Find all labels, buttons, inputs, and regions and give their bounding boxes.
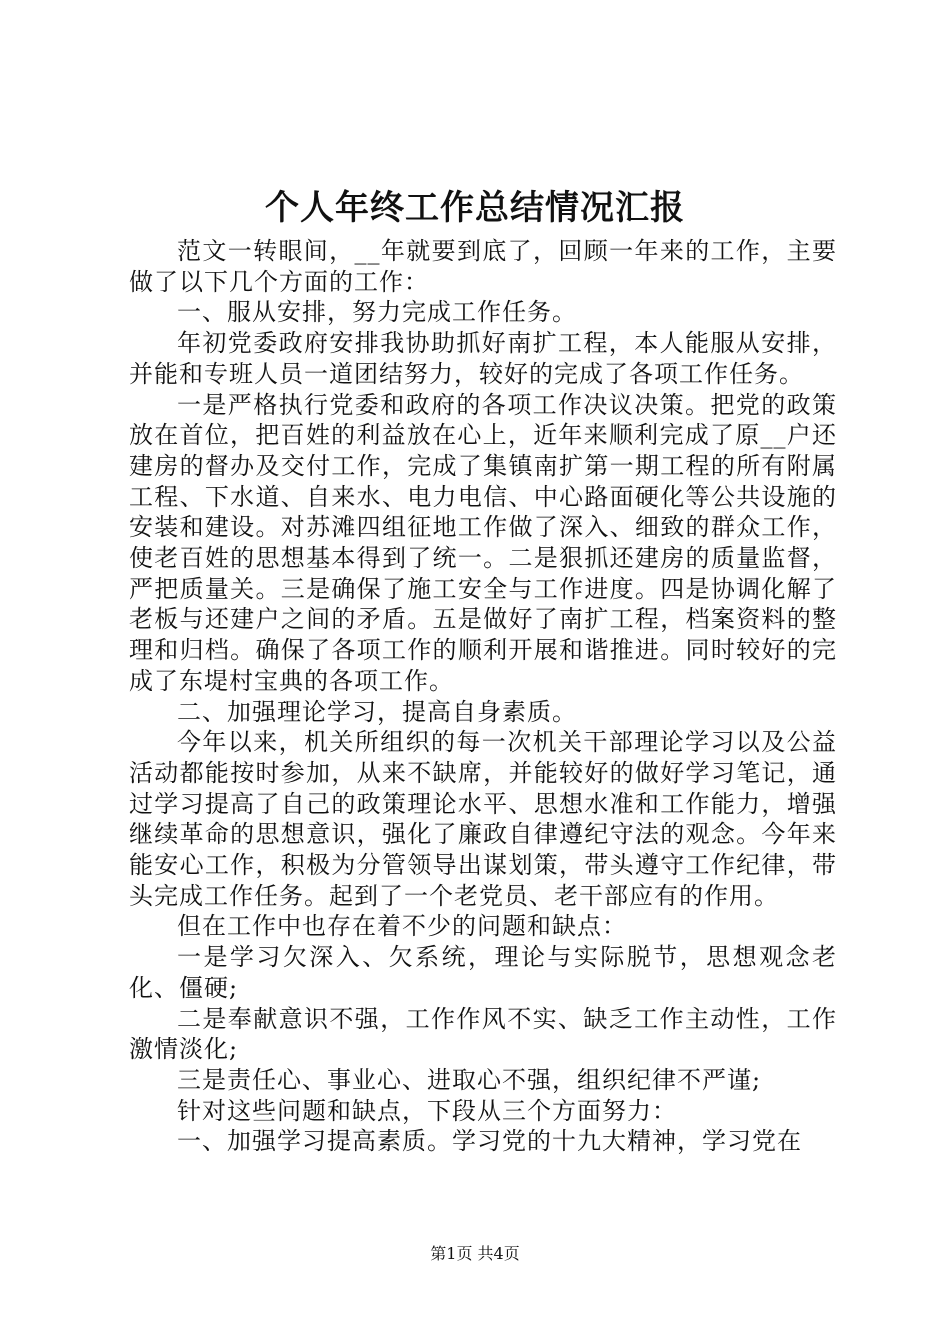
paragraph: 一、加强学习提高素质。学习党的十九大精神，学习党在 [177, 1127, 802, 1156]
paragraph: 年初党委政府安排我协助抓好南扩工程，本人能服从安排，并能和专班人员一道团结努力，较好的完成了各项工作任务。 [129, 329, 837, 388]
paragraph: 针对这些问题和缺点，下段从三个方面努力： [177, 1096, 677, 1125]
document-body [129, 236, 837, 1157]
paragraph: 一是学习欠深入、欠系统，理论与实际脱节，思想观念老化、僵硬; [129, 943, 837, 1002]
page-footer: 第1页 共4页 [430, 1244, 520, 1263]
paragraph: 一是严格执行党委和政府的各项工作决议决策。把党的政策放在首位，把百姓的利益放在心上，近年来顺利完成了原__户还建房的督办及交付工作，完成了集镇南扩第一期工程的所有附属工程、下水道、自来水、电力电信、中心路面硬化等公共设施的安装和建设。对苏滩四组征地工作做了深入、细致的群众工作，使老百姓的思想基本得到了统一。二是狠抓还建房的质量监督，严把质量关。三是确保了施工安全与工作进度。四是协调化解了老板与还建户之间的矛盾。五是做好了南扩工程，档案资料的整理和归档。确保了各项工作的顺利开展和谐推进。同时较好的完成了东堤村宝典的各项工作。 [129, 390, 837, 695]
paragraph: 今年以来，机关所组织的每一次机关干部理论学习以及公益活动都能按时参加，从来不缺席，并能较好的做好学习笔记，通过学习提高了自己的政策理论水平、思想水准和工作能力，增强继续革命的思想意识，强化了廉政自律遵纪守法的观念。今年来能安心工作，积极为分管领导出谋划策，带头遵守工作纪律，带头完成工作任务。起到了一个老党员、老干部应有的作用。 [129, 728, 837, 910]
paragraph: 三是责任心、事业心、进取心不强，组织纪律不严谨; [177, 1065, 762, 1094]
paragraph: 但在工作中也存在着不少的问题和缺点： [177, 912, 627, 941]
paragraph: 二是奉献意识不强，工作作风不实、缺乏工作主动性，工作激情淡化; [129, 1004, 837, 1064]
document-title: 个人年终工作总结情况汇报 [265, 188, 685, 228]
paragraph: 范文一转眼间，__年就要到底了，回顾一年来的工作，主要做了以下几个方面的工作： [129, 237, 837, 296]
paragraph: 二、加强理论学习，提高自身素质。 [177, 697, 577, 726]
paragraph: 一、服从安排，努力完成工作任务。 [177, 298, 577, 327]
